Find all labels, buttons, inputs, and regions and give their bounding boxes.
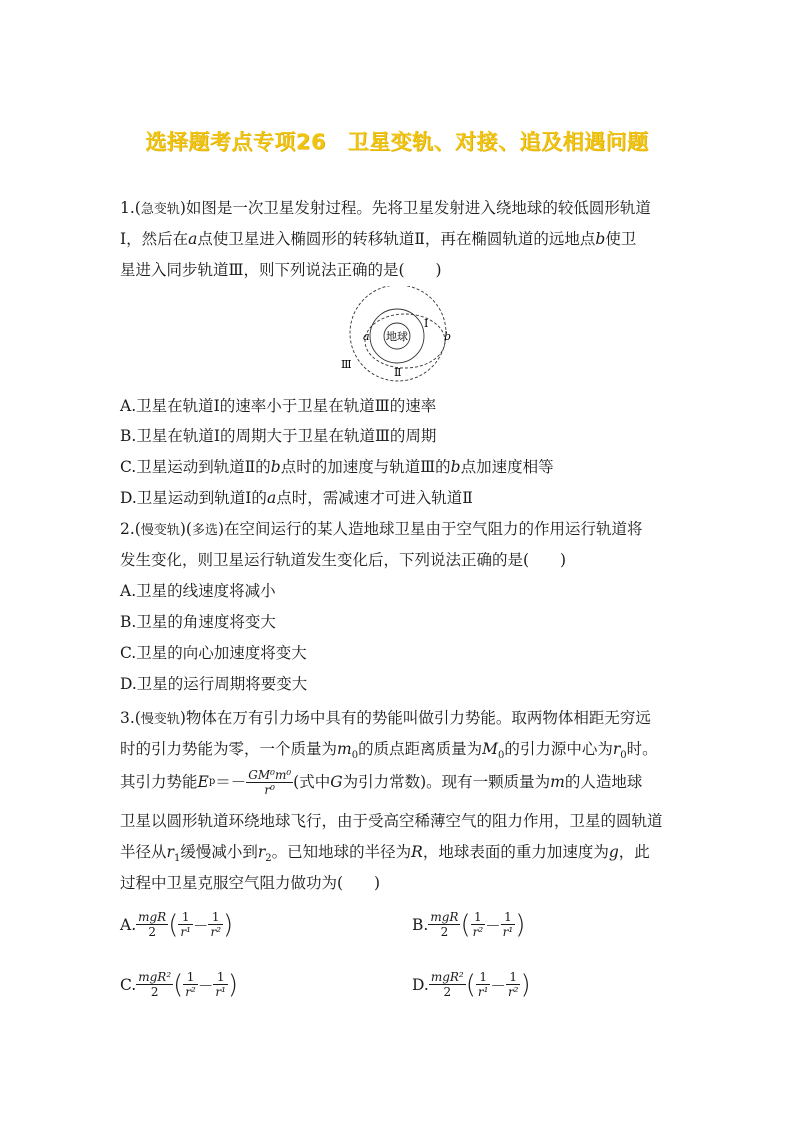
sub-0: 0 [620,750,627,762]
q1-option-c[interactable] [120,457,554,477]
term-1-den: r¹ [180,925,191,939]
q2-text-b: )( [179,520,192,538]
q3-line-3 [120,766,642,798]
term-2 [506,970,521,999]
q3-option-c[interactable] [120,970,238,999]
orbit-figure [330,286,470,386]
left-paren: ( [460,909,471,940]
sub-1: 1 [173,853,181,865]
q2-tag-multi: 多选 [191,523,218,538]
var-m: m [550,773,565,791]
q3-text-2b: 的质点距离质量为 [358,740,483,758]
minus-sign: － [192,916,209,935]
term-1-num: 1 [471,910,486,925]
term-2-num: 1 [208,910,223,925]
term-1 [183,970,198,999]
q1-option-d[interactable] [120,488,473,508]
var-R: R [411,843,423,861]
point-a-label: a [363,330,370,343]
var-r: r [612,740,621,758]
term-2 [213,970,228,999]
q1-line-3: 星进入同步轨道Ⅲ，则下列说法正确的是( ) [120,261,442,279]
coef-den: 2 [148,925,156,939]
q1-line-1 [120,198,651,220]
term-1-den: r¹ [477,985,489,999]
right-paren: ) [223,909,234,940]
orbit-i-label: Ⅰ [424,317,429,330]
q3-line-1 [120,708,651,730]
orbit-iii-label: Ⅲ [341,358,352,371]
var-r: r [257,843,266,861]
term-2 [501,910,516,939]
q1c-text-c: 点加速度相等 [460,458,554,476]
var-E: E [197,773,209,791]
potential-fraction [246,768,293,797]
q1d-text-a: D.卫星运动到轨道Ⅰ的 [120,489,267,507]
coef-fraction [428,910,460,939]
term-1 [471,910,486,939]
q3-line-5 [120,842,650,869]
var-G: G [330,773,343,791]
q1-tag: 急变轨 [140,202,180,217]
coef-den: 2 [440,925,449,939]
q1-option-b[interactable]: B.卫星在轨道Ⅰ的周期大于卫星在轨道Ⅲ的周期 [120,427,437,445]
term-2-num: 1 [506,970,521,985]
term-2-den: r¹ [215,985,226,999]
q1-text-2b: 点使卫星进入椭圆形的转移轨道Ⅱ，再在椭圆轨道的远地点 [197,230,596,248]
coef-den: 2 [443,985,452,999]
q3-text-2c: 的引力源中心为 [504,740,613,758]
var-m: m [337,740,352,758]
sub-0: 0 [497,750,505,762]
minus-sign: － [485,916,501,935]
var-M: M [482,740,498,758]
var-a: a [188,230,198,248]
coef-num: mgR² [138,970,172,984]
frac-den: r⁰ [264,782,275,797]
sub-0: 0 [351,750,359,762]
right-paren: ) [515,909,526,940]
left-paren: ( [168,909,179,940]
q2-option-d[interactable]: D.卫星的运行周期将要变大 [120,675,308,693]
term-1 [178,910,193,939]
var-r: r [166,843,174,861]
coef-fraction [429,970,466,999]
q1c-text-b: 点时的加速度与轨道Ⅲ的 [280,458,451,476]
q2-text-c: )在空间运行的某人造地球卫星由于空气阻力的作用运行轨道将 [217,520,643,538]
sub-2: 2 [265,853,272,865]
term-1-den: r² [472,925,484,939]
term-2 [208,910,223,939]
right-paren: ) [227,969,239,1000]
term-2-den: r¹ [502,925,514,939]
var-a: a [266,489,277,507]
q3-option-a[interactable] [120,910,233,939]
q3-text-1: )物体在万有引力场中具有的势能叫做引力势能。取两物体相距无穷远 [179,709,651,727]
q1-line-2 [120,229,636,249]
q1d-text-b: 点时，需减速才可进入轨道Ⅱ [276,489,473,507]
q3-line-6: 过程中卫星克服空气阻力做功为( ) [120,874,381,892]
q3-text-5e: ，此 [618,843,650,861]
q2-option-c[interactable]: C.卫星的向心加速度将变大 [120,644,307,662]
q3-text-3c: 为引力常数)。现有一颗质量为 [342,773,551,791]
q2-option-a[interactable]: A.卫星的线速度将减小 [120,582,276,600]
q3-text-2d: 时。 [626,740,658,758]
q3-text-5d: ，地球表面的重力加速度为 [422,843,609,861]
var-b: b [595,230,606,248]
page-title: 选择题考点专项26 卫星变轨、对接、追及相遇问题 [145,130,649,154]
term-1 [476,970,491,999]
option-label: D. [412,975,429,994]
q1c-text-a: C.卫星运动到轨道Ⅱ的 [120,458,271,476]
frac-num: GM⁰m⁰ [248,767,292,782]
q1-option-a[interactable]: A.卫星在轨道Ⅰ的速率小于卫星在轨道Ⅲ的速率 [120,397,437,415]
term-2-den: r² [507,985,519,999]
coef-num: mgR [138,910,167,924]
term-1-num: 1 [183,970,198,985]
term-1-num: 1 [178,910,193,925]
var-g: g [608,843,619,861]
q3-text-5c: 。已知地球的半径为 [271,843,412,861]
sub-p: p [208,776,216,787]
q1-text-2a: Ⅰ，然后在 [120,230,189,248]
q1-text-2c: 使卫 [605,230,637,248]
q3-text-3d: 的人造地球 [564,773,643,791]
q3-tag: 慢变轨 [140,712,180,727]
var-b: b [450,458,461,476]
q2-option-b[interactable]: B.卫星的角速度将变大 [120,613,276,631]
term-1-den: r² [185,985,196,999]
term-2-num: 1 [501,910,516,925]
term-1-num: 1 [476,970,491,985]
q1-text-1: )如图是一次卫星发射过程。先将卫星发射进入绕地球的较低圆形轨道 [179,199,651,217]
orbit-ii-label: Ⅱ [394,366,402,379]
q3-text-5a: 半径从 [120,843,167,861]
coef-fraction [136,910,168,939]
q3-number: 3.( [120,709,141,727]
q3-text-5b: 缓慢减小到 [180,843,258,861]
term-2-num: 1 [213,970,228,985]
coef-num: mgR² [430,970,464,984]
q2-number: 2.( [120,520,141,538]
coef-num: mgR [430,910,459,924]
earth-label: 地球 [386,330,408,343]
coef-den: 2 [150,985,159,999]
minus-sign: － [490,976,506,995]
q3-line-4: 卫星以圆形轨道环绕地球飞行，由于受高空稀薄空气的阻力作用，卫星的圆轨道 [120,812,663,830]
right-paren: ) [520,969,531,1000]
left-paren: ( [465,969,476,1000]
var-b: b [270,458,281,476]
term-2-den: r² [210,925,221,939]
option-label: B. [412,915,429,934]
q2-line-2: 发生变化，则卫星运行轨道发生变化后，下列说法正确的是( ) [120,551,567,569]
q3-text-3b: (式中 [293,773,331,791]
option-label: C. [120,975,137,994]
q2-line-1 [120,519,643,541]
q3-option-b[interactable] [412,910,525,939]
q3-line-2 [120,739,658,766]
q3-text-2a: 时的引力势能为零，一个质量为 [120,740,338,758]
point-b-label: b [444,330,452,343]
q1-number: 1.( [120,199,141,217]
q3-text-3a: 其引力势能 [120,773,198,791]
left-paren: ( [173,969,184,1000]
q2-tag: 慢变轨 [140,523,180,538]
q3-option-d[interactable] [412,970,531,999]
minus-sign: － [197,976,214,995]
option-label: A. [120,915,137,934]
coef-fraction [136,970,173,999]
equals-minus: ＝－ [215,773,247,791]
